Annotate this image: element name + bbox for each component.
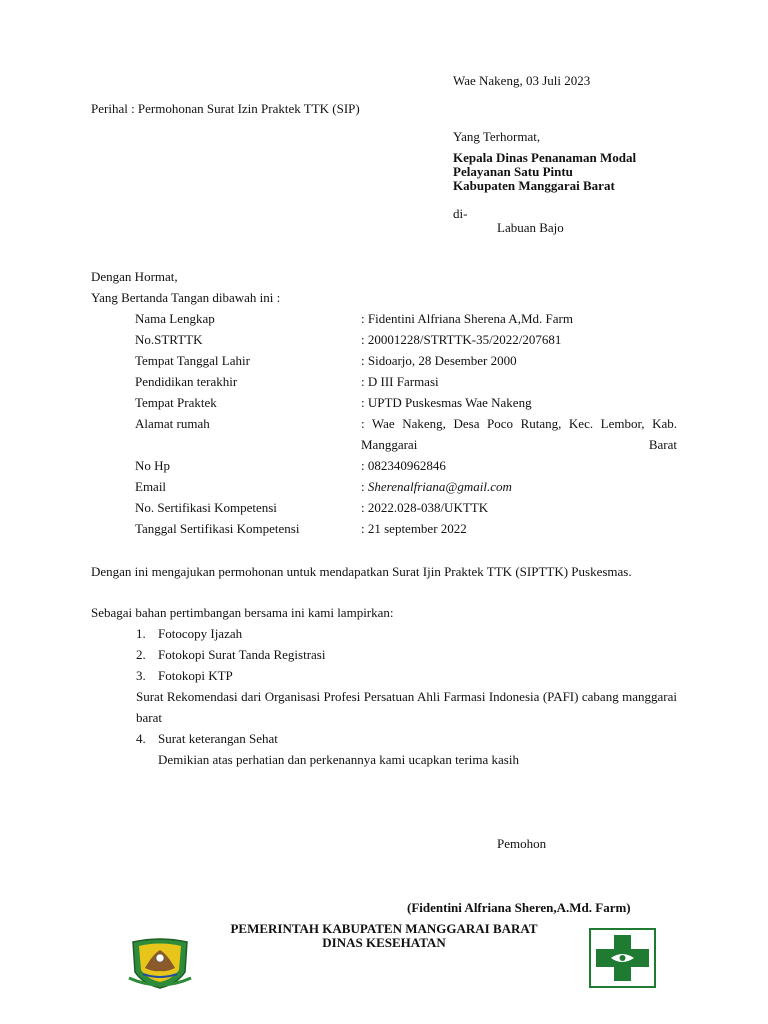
field-value-education: : D III Farmasi	[361, 374, 439, 389]
field-value-phone: : 082340962846	[361, 458, 446, 473]
field-label-strttk: No.STRTTK	[135, 332, 203, 347]
subject-line: Perihal : Permohonan Surat Izin Praktek TTK (SIP)	[91, 101, 360, 116]
intro-line: Yang Bertanda Tangan dibawah ini :	[91, 290, 281, 305]
recipient-di: di-	[453, 206, 468, 221]
attachment-number: 1.	[136, 626, 146, 641]
government-header-line-1: PEMERINTAH KABUPATEN MANGGARAI BARAT	[230, 921, 538, 936]
field-value-address: : Wae Nakeng, Desa Poco Rutang, Kec. Lembor, Kab. Manggarai Barat	[361, 416, 677, 452]
field-label-birth: Tempat Tanggal Lahir	[135, 353, 250, 368]
attachment-number: 4.	[136, 731, 146, 746]
email-link[interactable]: Sherenalfriana@gmail.com	[367, 479, 512, 494]
attachment-item: Fotocopy Ijazah	[158, 626, 243, 641]
attachment-item: Fotokopi Surat Tanda Registrasi	[158, 647, 326, 662]
date-line: Wae Nakeng, 03 Juli 2023	[453, 73, 591, 88]
field-value-birth: : Sidoarjo, 28 Desember 2000	[361, 353, 517, 368]
field-label-cert-date: Tanggal Sertifikasi Kompetensi	[135, 521, 300, 536]
closing-line: Demikian atas perhatian dan perkenannya kami ucapkan terima kasih	[158, 752, 519, 767]
field-label-practice-place: Tempat Praktek	[135, 395, 217, 410]
field-value-cert-number: : 2022.028-038/UKTTK	[361, 500, 489, 515]
recipient-place: Labuan Bajo	[497, 220, 564, 235]
field-label-education: Pendidikan terakhir	[135, 374, 238, 389]
government-header-line-2: DINAS KESEHATAN	[322, 935, 446, 950]
field-label-cert-number: No. Sertifikasi Kompetensi	[135, 500, 277, 515]
signature-role: Pemohon	[497, 836, 547, 851]
signature-name: (Fidentini Alfriana Sheren,A.Md. Farm)	[407, 900, 631, 915]
field-value-practice-place: : UPTD Puskesmas Wae Nakeng	[361, 395, 532, 410]
field-value-email-row	[361, 479, 512, 495]
field-value-cert-date: : 21 september 2022	[361, 521, 467, 536]
regency-crest-logo	[127, 936, 193, 990]
health-cross-logo	[589, 928, 656, 988]
field-value-strttk: : 20001228/STRTTK-35/2022/207681	[361, 332, 562, 347]
field-label-phone: No Hp	[135, 458, 171, 473]
field-label-name: Nama Lengkap	[135, 311, 215, 326]
medical-cross-icon	[589, 928, 656, 988]
recipient-line-3: Kabupaten Manggarai Barat	[453, 178, 615, 193]
request-paragraph: Dengan ini mengajukan permohonan untuk mendapatkan Surat Ijin Praktek TTK (SIPTTK) Puskesmas.	[91, 564, 632, 579]
email-prefix: :	[361, 479, 368, 494]
recipient-greeting: Yang Terhormat,	[453, 129, 541, 144]
field-value-name: : Fidentini Alfriana Sherena A,Md. Farm	[361, 311, 573, 326]
salutation: Dengan Hormat,	[91, 269, 178, 284]
recipient-line-2: Pelayanan Satu Pintu	[453, 164, 573, 179]
field-label-address: Alamat rumah	[135, 416, 210, 431]
field-label-email: Email	[135, 479, 167, 494]
recipient-line-1: Kepala Dinas Penanaman Modal	[453, 150, 637, 165]
attachment-item: Fotokopi KTP	[158, 668, 233, 683]
attachments-intro: Sebagai bahan pertimbangan bersama ini kami lampirkan:	[91, 605, 394, 620]
attachment-number: 3.	[136, 668, 146, 683]
crest-icon	[127, 936, 193, 990]
recommendation-paragraph: Surat Rekomendasi dari Organisasi Profesi Persatuan Ahli Farmasi Indonesia (PAFI) cabang manggarai barat	[136, 689, 677, 725]
attachment-number: 2.	[136, 647, 146, 662]
attachment-item: Surat keterangan Sehat	[158, 731, 278, 746]
